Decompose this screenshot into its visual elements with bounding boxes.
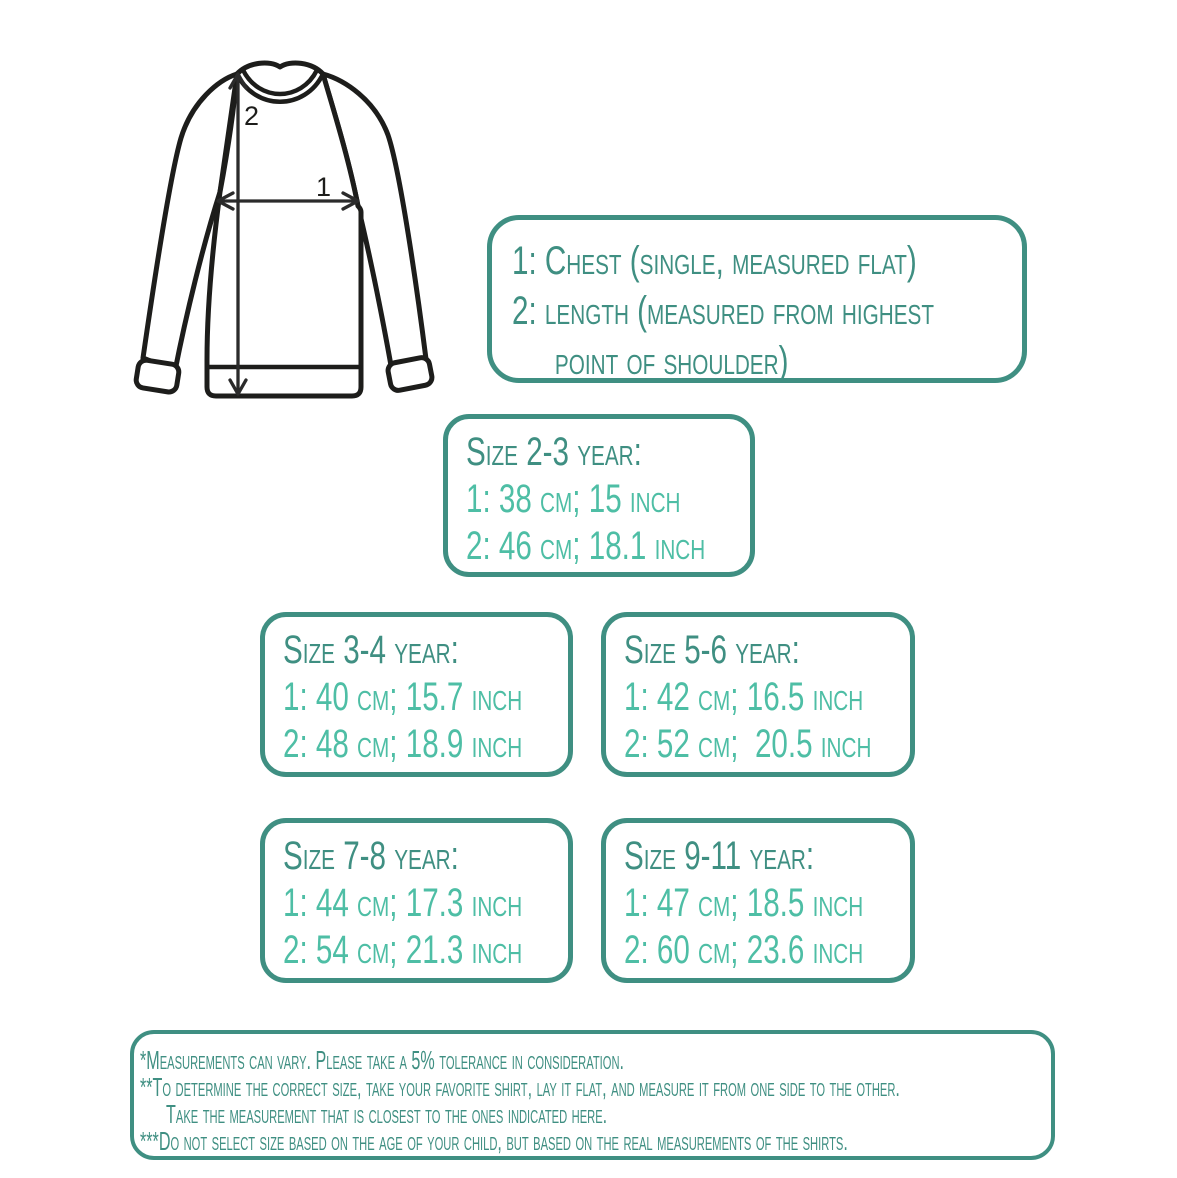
size-box-9-11-year [601,818,915,983]
length-measurement: 2: 52 cm; 20.5 inch [624,722,872,766]
length-measurement: 2: 60 cm; 23.6 inch [624,928,864,972]
legend-line-chest: 1: Chest (single, measured flat) [512,239,917,283]
chest-measurement: 1: 44 cm; 17.3 inch [283,881,523,925]
chest-measurement: 1: 47 cm; 18.5 inch [624,881,864,925]
chest-measurement: 1: 42 cm; 16.5 inch [624,675,864,719]
size-title: Size 2-3 year: [466,430,642,474]
legend-line-length: 2: length (measured from highest [512,289,935,333]
size-title: Size 5-6 year: [624,628,800,672]
size-box-2-3-year [443,414,755,577]
length-measurement: 2: 54 cm; 21.3 inch [283,928,523,972]
footnotes-box [130,1030,1055,1160]
size-box-5-6-year [601,612,915,777]
sweater-right-cuff [387,356,434,391]
size-box-7-8-year [260,818,573,983]
footnote-how-to-measure: **To determine the correct size, take your favorite shirt, lay it flat, and measure it from one side to the other. [140,1072,900,1102]
size-title: Size 9-11 year: [624,834,815,878]
chest-measurement: 1: 38 cm; 15 inch [466,477,681,521]
chest-arrow-label: 1 [316,172,332,202]
size-box-3-4-year [260,612,573,777]
footnote-age-warning: ***Do not select size based on the age of your child, but based on the real measurements of the shirts. [140,1126,848,1156]
sweater-left-cuff [135,359,180,393]
sweater-diagram [130,60,470,410]
footnote-how-to-measure-cont: Take the measurement that is closest to the ones indicated here. [166,1099,608,1129]
size-title: Size 3-4 year: [283,628,459,672]
chest-measurement: 1: 40 cm; 15.7 inch [283,675,523,719]
length-arrow-label: 2 [244,101,260,131]
length-measurement: 2: 48 cm; 18.9 inch [283,722,523,766]
legend-line-length-cont: point of shoulder) [554,339,789,383]
legend-box [487,215,1027,383]
length-measurement: 2: 46 cm; 18.1 inch [466,524,706,568]
size-title: Size 7-8 year: [283,834,459,878]
footnote-tolerance: *Measurements can vary. Please take a 5% tolerance in consideration. [140,1045,624,1075]
